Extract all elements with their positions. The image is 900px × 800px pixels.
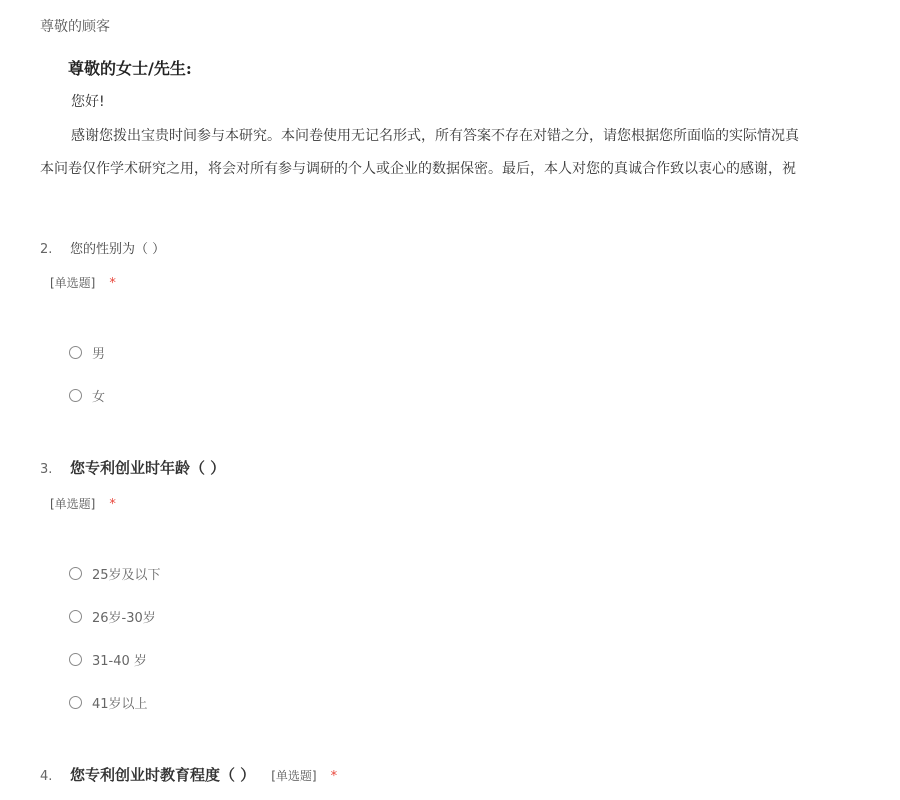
required-mark: *	[109, 276, 116, 291]
question-2-type	[50, 274, 116, 291]
question-text: 您的性别为（ ）	[70, 242, 166, 257]
option-age-41-above[interactable]	[69, 693, 148, 712]
option-male[interactable]	[69, 343, 105, 362]
option-label: 25岁及以下	[92, 568, 161, 583]
required-mark: *	[109, 497, 116, 512]
option-label: 女	[92, 390, 106, 405]
salutation: 尊敬的女士/先生:	[68, 59, 192, 78]
option-age-26-30[interactable]	[69, 607, 156, 626]
question-number: 3.	[40, 462, 53, 477]
radio-icon[interactable]	[69, 610, 82, 623]
radio-icon[interactable]	[69, 567, 82, 580]
intro-paragraph	[40, 120, 900, 186]
question-text: 您专利创业时教育程度（ ）	[70, 766, 256, 784]
hello-text: 您好!	[71, 94, 105, 110]
radio-icon[interactable]	[69, 346, 82, 359]
question-2-header	[40, 238, 165, 257]
option-label: 男	[92, 347, 106, 362]
intro-line-2: 本问卷仅作学术研究之用，将会对所有参与调研的个人或企业的数据保密。最后，本人对您的真诚合作致以衷心的感谢，祝	[40, 161, 796, 177]
page-title: 尊敬的顾客	[40, 19, 110, 35]
option-female[interactable]	[69, 386, 105, 405]
option-age-31-40[interactable]	[69, 650, 147, 669]
question-number: 2.	[40, 242, 53, 257]
radio-icon[interactable]	[69, 389, 82, 402]
option-label: 31-40 岁	[92, 654, 147, 669]
option-label: 41岁以上	[92, 697, 148, 712]
question-number: 4.	[40, 769, 53, 784]
option-label: 26岁-30岁	[92, 611, 156, 626]
required-mark: *	[330, 769, 338, 784]
question-3-header	[40, 457, 225, 478]
question-type-label: [单选题]	[50, 276, 96, 290]
question-type-label: [单选题]	[50, 497, 96, 511]
option-age-25-below[interactable]	[69, 564, 161, 583]
radio-icon[interactable]	[69, 696, 82, 709]
question-4-header	[40, 764, 337, 785]
intro-line-1: 感谢您拨出宝贵时间参与本研究。本问卷使用无记名形式，所有答案不存在对错之分，请您根据您所面临的实际情况真	[71, 128, 799, 144]
question-type-label: [单选题]	[271, 769, 317, 783]
radio-icon[interactable]	[69, 653, 82, 666]
question-3-type	[50, 495, 116, 512]
question-text: 您专利创业时年龄（ ）	[70, 459, 226, 477]
